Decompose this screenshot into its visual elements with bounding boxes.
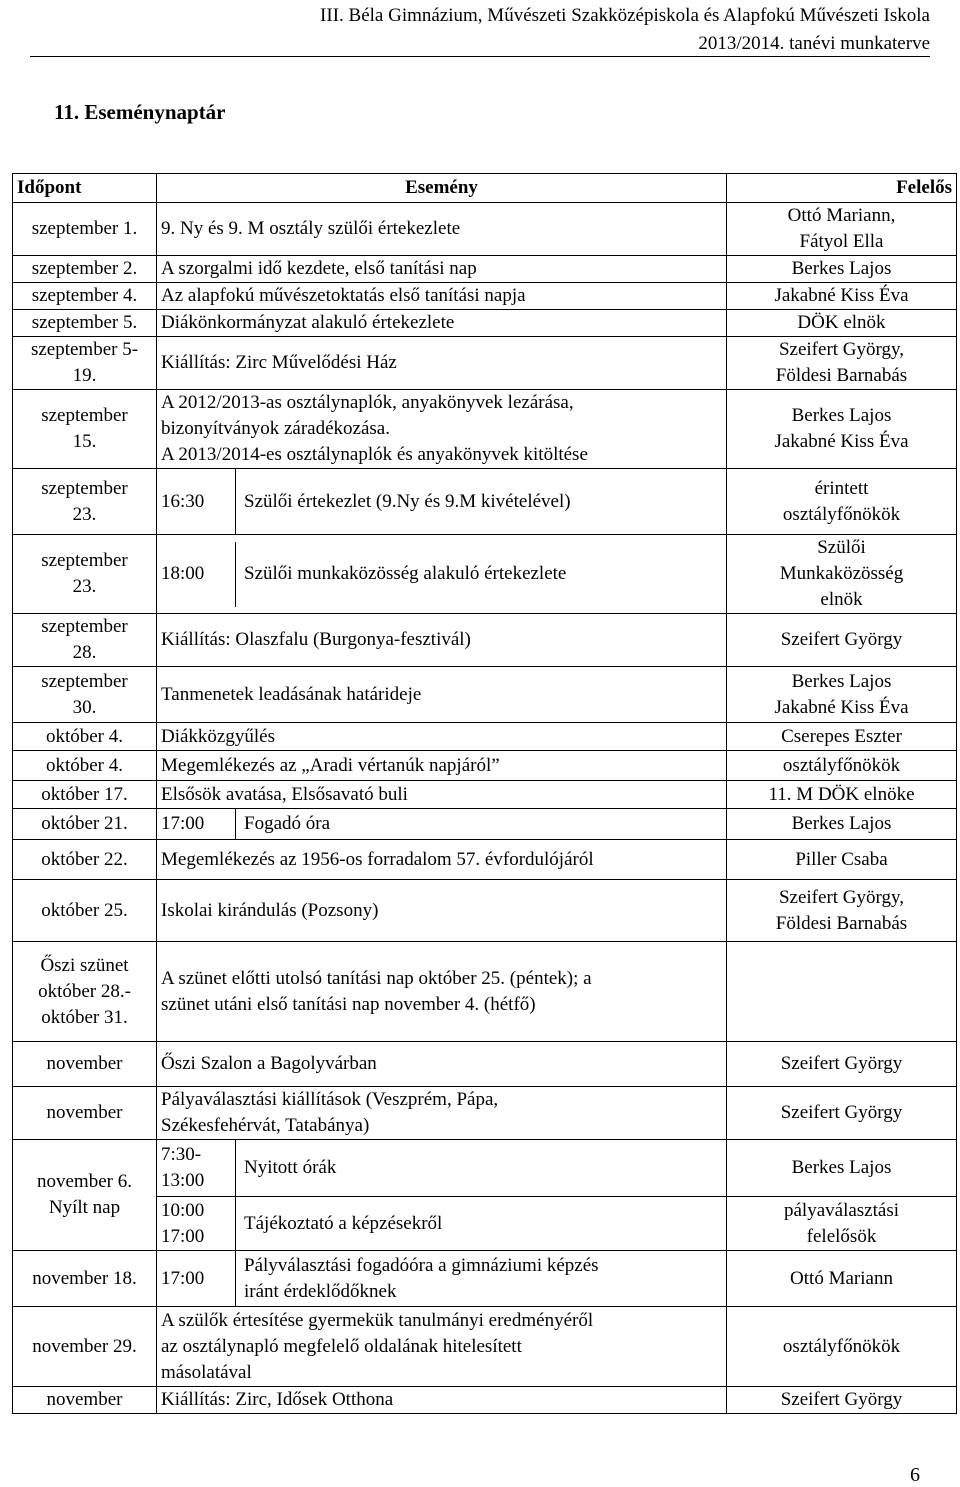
event-responsible: Szeifert György <box>727 1387 957 1414</box>
event-responsible: Szülői Munkaközösség elnök <box>727 535 957 614</box>
event-date: szeptember 5. <box>13 310 157 337</box>
event-responsible: Berkes Lajos <box>727 809 957 840</box>
event-responsible: Berkes Lajos <box>727 256 957 283</box>
event-text: Az alapfokú művészetoktatás első tanítási napja <box>161 285 526 306</box>
event-date: szeptember 1. <box>13 203 157 256</box>
event-description <box>157 390 727 469</box>
table-row <box>13 751 957 781</box>
event-date: november 18. <box>13 1251 157 1307</box>
event-text: Szülői munkaközösség alakuló értekezlete <box>244 563 567 584</box>
event-description <box>157 256 727 283</box>
table-row <box>13 1087 957 1140</box>
event-text: Fogadó óra <box>244 813 331 834</box>
event-date: október 4. <box>13 751 157 781</box>
event-date: október 17. <box>13 781 157 809</box>
event-responsible: Berkes Lajos <box>727 1140 957 1197</box>
event-description <box>157 1307 727 1387</box>
event-responsible: Szeifert György <box>727 1042 957 1087</box>
table-row <box>13 809 957 840</box>
event-description <box>157 283 727 310</box>
event-description <box>157 781 727 809</box>
event-date: november <box>13 1087 157 1140</box>
table-row <box>13 614 957 667</box>
event-time: 16:30 <box>157 469 236 534</box>
event-responsible: Berkes Lajos Jakabné Kiss Éva <box>727 667 957 723</box>
event-date: szeptember 5- 19. <box>13 337 157 390</box>
event-responsible: Szeifert György, Földesi Barnabás <box>727 880 957 942</box>
event-description <box>157 1197 727 1251</box>
event-responsible <box>727 942 957 1042</box>
event-responsible: Szeifert György, Földesi Barnabás <box>727 337 957 390</box>
event-responsible: pályaválasztási felelősök <box>727 1197 957 1251</box>
event-date: szeptember 23. <box>13 535 157 614</box>
event-text: A 2012/2013-as osztálynaplók, anyakönyvek lezárása, bizonyítványok záradékozása. A 2013/2014-es osztálynaplók és anyakönyvek kitöltése <box>161 392 588 465</box>
event-responsible: DÖK elnök <box>727 310 957 337</box>
event-text: Nyitott órák <box>244 1157 337 1178</box>
event-responsible: 11. M DÖK elnöke <box>727 781 957 809</box>
event-text: A szünet előtti utolsó tanítási nap október 25. (péntek); a szünet utáni első tanítási nap november 4. (hétfő) <box>161 967 592 1015</box>
event-responsible: osztályfőnökök <box>727 1307 957 1387</box>
event-date: szeptember 2. <box>13 256 157 283</box>
event-description <box>157 1140 727 1197</box>
event-description <box>157 203 727 256</box>
table-row <box>13 283 957 310</box>
event-text: Diákközgyűlés <box>161 725 275 747</box>
event-responsible: Ottó Mariann, Fátyol Ella <box>727 203 957 256</box>
event-date: szeptember 28. <box>13 614 157 667</box>
event-description <box>157 723 727 751</box>
event-description <box>157 614 727 667</box>
table-row <box>13 840 957 880</box>
event-date: október 4. <box>13 723 157 751</box>
event-text: 9. Ny és 9. M osztály szülői értekezlete <box>161 218 461 239</box>
table-row <box>13 942 957 1042</box>
event-date: november <box>13 1042 157 1087</box>
event-responsible: Cserepes Eszter <box>727 723 957 751</box>
event-text: Szülői értekezlet (9.Ny és 9.M kivételével) <box>244 490 571 512</box>
event-responsible: Piller Csaba <box>727 840 957 880</box>
event-description <box>157 840 727 880</box>
event-description <box>157 535 727 614</box>
table-row <box>13 310 957 337</box>
event-date: szeptember 15. <box>13 390 157 469</box>
page-number: 6 <box>910 1464 920 1486</box>
event-date: november 6. Nyílt nap <box>13 1140 157 1251</box>
table-row <box>13 1387 957 1414</box>
column-header-responsible: Felelős <box>727 174 957 203</box>
event-responsible: Jakabné Kiss Éva <box>727 283 957 310</box>
column-header-date: Időpont <box>13 174 157 203</box>
event-description <box>157 1387 727 1414</box>
table-header-row <box>13 174 957 203</box>
table-row <box>13 469 957 535</box>
event-responsible: Berkes Lajos Jakabné Kiss Éva <box>727 390 957 469</box>
header-plan-title: 2013/2014. tanévi munkaterve <box>698 33 930 54</box>
table-row <box>13 667 957 723</box>
event-text: Őszi Szalon a Bagolyvárban <box>161 1053 377 1074</box>
event-text: Kiállítás: Zirc, Idősek Otthona <box>161 1389 394 1410</box>
event-time: 17:00 <box>157 1251 236 1306</box>
column-header-event: Esemény <box>157 174 727 203</box>
event-time: 10:00 17:00 <box>157 1197 236 1250</box>
event-description <box>157 809 727 840</box>
event-responsible: Ottó Mariann <box>727 1251 957 1307</box>
event-text: Pályaválasztási kiállítások (Veszprém, Pápa, Székesfehérvát, Tatabánya) <box>161 1089 499 1136</box>
event-text: A szülők értesítése gyermekük tanulmányi eredményéről az osztálynapló megfelelő oldalának hitelesített másolatával <box>161 1309 594 1383</box>
event-text: Megemlékezés az 1956-os forradalom 57. évfordulójáról <box>161 848 594 870</box>
event-responsible: érintett osztályfőnökök <box>727 469 957 535</box>
event-description <box>157 1042 727 1087</box>
event-responsible: osztályfőnökök <box>727 751 957 781</box>
event-date: november <box>13 1387 157 1414</box>
event-description <box>157 942 727 1042</box>
event-description <box>157 469 727 535</box>
table-row <box>13 1140 957 1197</box>
event-responsible: Szeifert György <box>727 1087 957 1140</box>
event-date: szeptember 30. <box>13 667 157 723</box>
event-text: Kiállítás: Zirc Művelődési Ház <box>161 352 397 373</box>
event-time: 7:30- 13:00 <box>157 1140 236 1196</box>
header-rule <box>30 56 930 57</box>
event-description <box>157 1087 727 1140</box>
event-time: 17:00 <box>157 809 236 839</box>
event-text: Diákönkormányzat alakuló értekezlete <box>161 312 455 333</box>
event-date: szeptember 23. <box>13 469 157 535</box>
event-calendar-table <box>12 173 957 1414</box>
table-row <box>13 1251 957 1307</box>
table-row <box>13 723 957 751</box>
header-school-name: III. Béla Gimnázium, Művészeti Szakközépiskola és Alapfokú Művészeti Iskola <box>320 5 930 26</box>
event-description <box>157 310 727 337</box>
event-description <box>157 337 727 390</box>
event-description <box>157 880 727 942</box>
table-row <box>13 1042 957 1087</box>
event-text: Pályválasztási fogadóóra a gimnáziumi képzés iránt érdeklődőknek <box>244 1254 599 1302</box>
event-description <box>157 751 727 781</box>
event-date: október 25. <box>13 880 157 942</box>
event-text: Kiállítás: Olaszfalu (Burgonya-fesztivál) <box>161 629 471 650</box>
event-text: Megemlékezés az „Aradi vértanúk napjáról” <box>161 754 500 776</box>
event-description <box>157 667 727 723</box>
event-date: szeptember 4. <box>13 283 157 310</box>
table-row <box>13 337 957 390</box>
event-date: október 22. <box>13 840 157 880</box>
event-responsible: Szeifert György <box>727 614 957 667</box>
event-text: Elsősök avatása, Elsősavató buli <box>161 783 408 805</box>
event-text: Iskolai kirándulás (Pozsony) <box>161 899 379 921</box>
table-row <box>13 203 957 256</box>
event-text: A szorgalmi idő kezdete, első tanítási nap <box>161 258 477 279</box>
table-row <box>13 781 957 809</box>
table-row <box>13 880 957 942</box>
event-date: Őszi szünet október 28.- október 31. <box>13 942 157 1042</box>
page-header <box>320 2 930 58</box>
event-text: Tájékoztató a képzésekről <box>244 1212 443 1234</box>
table-row <box>13 256 957 283</box>
event-date: október 21. <box>13 809 157 840</box>
table-row <box>13 1307 957 1387</box>
event-time: 18:00 <box>157 542 236 607</box>
table-row <box>13 535 957 614</box>
table-row <box>13 390 957 469</box>
event-description <box>157 1251 727 1307</box>
event-text: Tanmenetek leadásának határideje <box>161 683 422 705</box>
section-title: 11. Eseménynaptár <box>54 100 226 124</box>
event-date: november 29. <box>13 1307 157 1387</box>
